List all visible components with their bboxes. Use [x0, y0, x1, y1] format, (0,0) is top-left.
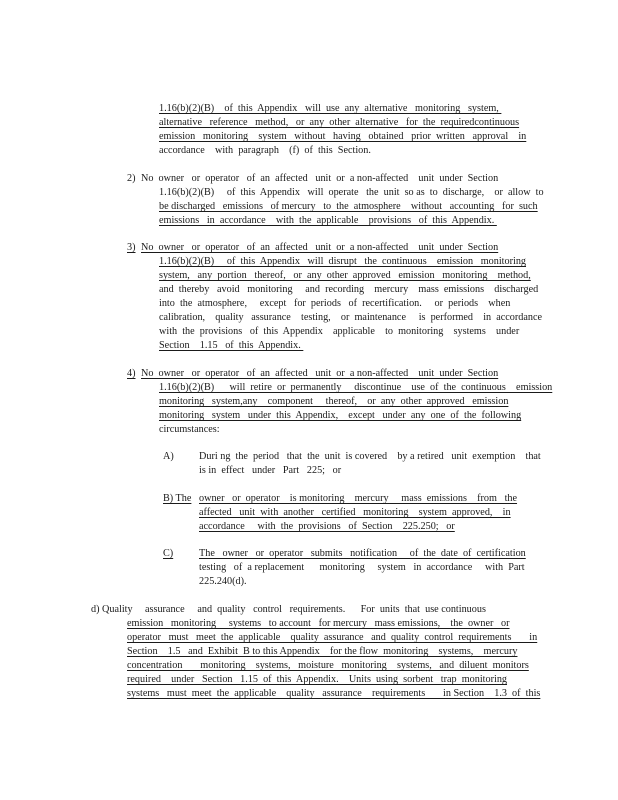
text-line: monitoring system under this Appendix, except under any one of the following: [159, 410, 522, 421]
text-line: system, any portion thereof, or any other approved emission monitoring method,: [159, 270, 531, 281]
text-line: operator must meet the applicable quality assurance and quality control requirements in: [127, 632, 538, 643]
text-line: Section 1.5 and Exhibit B to this Appendix for the flow monitoring systems, mercury: [127, 646, 518, 657]
text-line: systems must meet the applicable quality assurance requirements in Section 1.3 of this: [127, 688, 541, 699]
subitem-marker: C): [163, 548, 174, 559]
text-line: No owner or operator of an affected unit or a non-affected unit under Section: [141, 242, 499, 253]
text-line: assurance and quality control requirements. For units that use continuous: [145, 604, 486, 615]
text-line: 1.16(b)(2)(B) of this Appendix will use any alternative monitoring system,: [159, 103, 502, 114]
text-line: accordance with the provisions of Section 225.250; or: [199, 521, 455, 532]
text-line: be discharged emissions of mercury to the atmosphere without accounting for such: [159, 201, 538, 212]
item-marker: 3): [127, 242, 136, 253]
text-line: owner or operator is monitoring mercury mass emissions from the: [199, 493, 518, 504]
text-line: circumstances:: [159, 424, 220, 435]
text-line: Section 1.15 of this Appendix.: [159, 340, 304, 351]
subitem-marker: B) The: [163, 493, 192, 504]
subitem-marker: A): [163, 451, 174, 462]
text-line: monitoring system,any component thereof, or any other approved emission: [159, 396, 509, 407]
text-line: into the atmosphere, except for periods of recertification. or periods when: [159, 298, 511, 309]
text-line: concentration monitoring systems, moisture monitoring systems, and diluent monitors: [127, 660, 529, 671]
text-line: Duri ng the period that the unit is covered by a retired unit exemption that: [199, 451, 541, 462]
text-line: alternative reference method, or any other alternative for the requiredcontinuous: [159, 117, 520, 128]
text-line: calibration, quality assurance testing, or maintenance is performed in accordance: [159, 312, 543, 323]
text-line: 225.240(d).: [199, 576, 247, 587]
text-line: emissions in accordance with the applicable provisions of this Appendix.: [159, 215, 497, 226]
item-marker: 2): [127, 173, 136, 184]
text-line: is in effect under Part 225; or: [199, 465, 342, 476]
text-line: and thereby avoid monitoring and recording mercury mass emissions discharged: [159, 284, 539, 295]
text-line: No owner or operator of an affected unit or a non-affected unit under Section: [141, 173, 499, 184]
text-line: required under Section 1.15 of this Appendix. Units using sorbent trap monitoring: [127, 674, 508, 685]
text-line: testing of a replacement monitoring system in accordance with Part: [199, 562, 525, 573]
text-line: affected unit with another certified monitoring system approved, in: [199, 507, 511, 518]
text-line: emission monitoring system without having obtained prior written approval in: [159, 131, 527, 142]
section-marker: d) Quality: [91, 604, 133, 615]
text-line: The owner or operator submits notification of the date of certification: [199, 548, 526, 559]
text-line: 1.16(b)(2)(B) of this Appendix will operate the unit so as to discharge, or allow to: [159, 187, 544, 198]
text-line: 1.16(b)(2)(B) of this Appendix will disrupt the continuous emission monitoring: [159, 256, 527, 267]
text-line: with the provisions of this Appendix applicable to monitoring systems under: [159, 326, 520, 337]
text-line: No owner or operator of an affected unit or a non-affected unit under Section: [141, 368, 499, 379]
text-line: emission monitoring systems to account for mercury mass emissions, the owner or: [127, 618, 510, 629]
item-marker: 4): [127, 368, 136, 379]
text-line: 1.16(b)(2)(B) will retire or permanently discontinue use of the continuous emission: [159, 382, 553, 393]
text-line: accordance with paragraph (f) of this Section.: [159, 145, 371, 156]
